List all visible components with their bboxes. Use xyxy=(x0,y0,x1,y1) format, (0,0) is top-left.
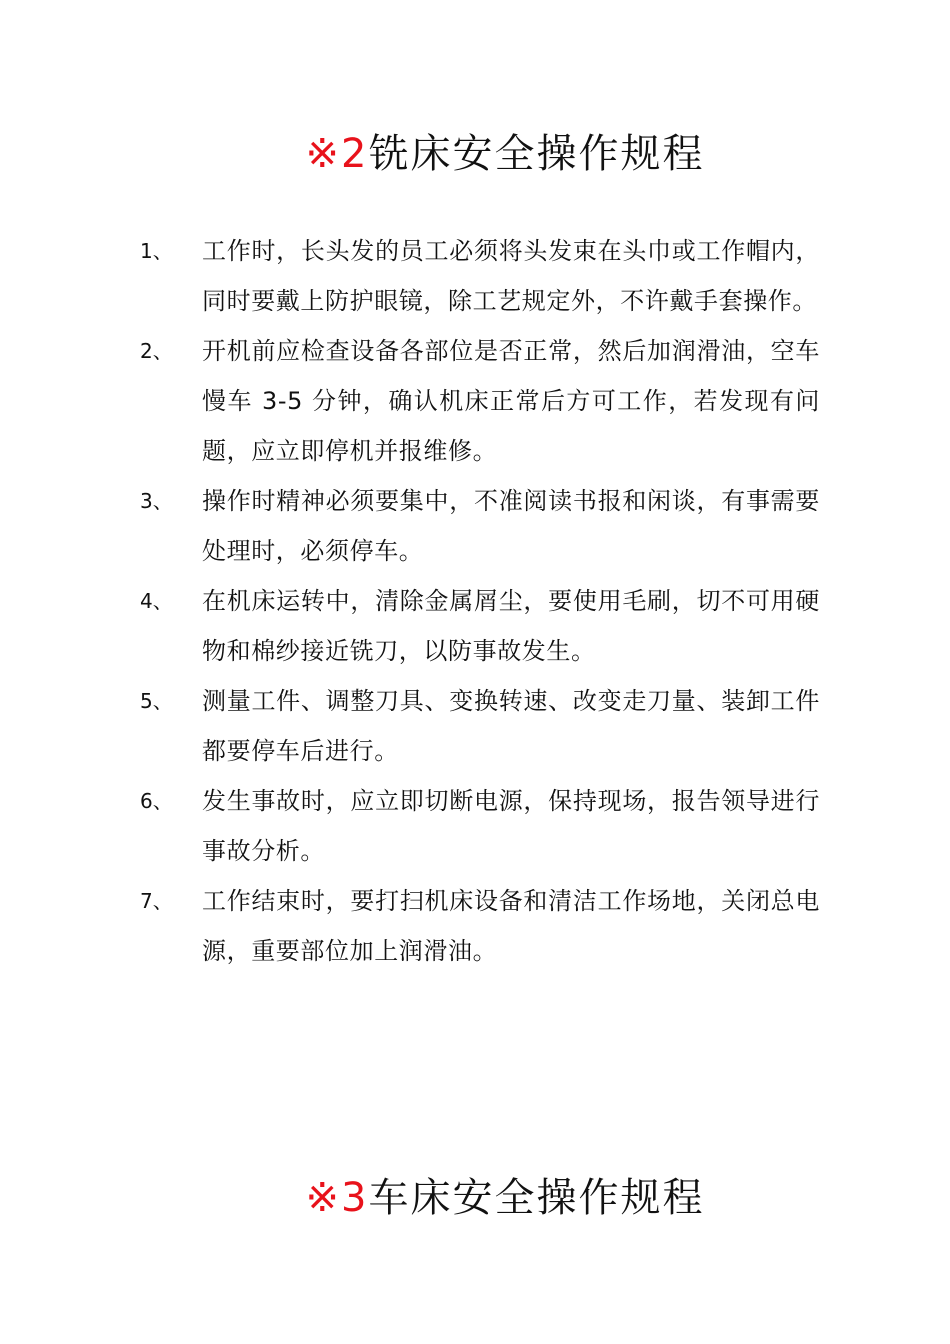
section-title-lathe xyxy=(0,1173,950,1223)
rule-number: 3、 xyxy=(140,489,173,513)
section-mark: ※3 xyxy=(305,1175,369,1221)
rule-item-3 xyxy=(140,476,820,576)
section-title-text: 车床安全操作规程 xyxy=(368,1175,705,1221)
section-title-text: 铣床安全操作规程 xyxy=(368,131,705,177)
rule-item-1 xyxy=(140,226,820,326)
section-mark: ※2 xyxy=(305,131,369,177)
rule-text: 工作时，长头发的员工必须将头发束在头巾或工作帽内，同时要戴上防护眼镜，除工艺规定外，不许戴手套操作。 xyxy=(202,237,820,315)
rule-number: 5、 xyxy=(140,689,173,713)
rule-number: 1、 xyxy=(140,239,173,263)
rule-text: 开机前应检查设备各部位是否正常，然后加润滑油，空车慢车 3-5 分钟，确认机床正常后方可工作，若发现有问题，应立即停机并报维修。 xyxy=(202,337,820,465)
rule-text: 工作结束时，要打扫机床设备和清洁工作场地，关闭总电源，重要部位加上润滑油。 xyxy=(202,887,820,965)
section-title-milling xyxy=(0,129,950,179)
rule-number: 4、 xyxy=(140,589,173,613)
rule-item-4 xyxy=(140,576,820,676)
rules-list xyxy=(140,226,820,976)
rule-item-2 xyxy=(140,326,820,476)
rule-text: 操作时精神必须要集中，不准阅读书报和闲谈，有事需要处理时，必须停车。 xyxy=(202,487,820,565)
rule-text: 测量工件、调整刀具、变换转速、改变走刀量、装卸工件都要停车后进行。 xyxy=(202,687,820,765)
rule-number: 6、 xyxy=(140,789,173,813)
rule-item-7 xyxy=(140,876,820,976)
rule-item-6 xyxy=(140,776,820,876)
rule-number: 2、 xyxy=(140,339,173,363)
rule-number: 7、 xyxy=(140,889,173,913)
rule-text: 发生事故时，应立即切断电源，保持现场，报告领导进行事故分析。 xyxy=(202,787,820,865)
rule-item-5 xyxy=(140,676,820,776)
rule-text: 在机床运转中，清除金属屑尘，要使用毛刷，切不可用硬物和棉纱接近铣刀，以防事故发生。 xyxy=(202,587,820,665)
